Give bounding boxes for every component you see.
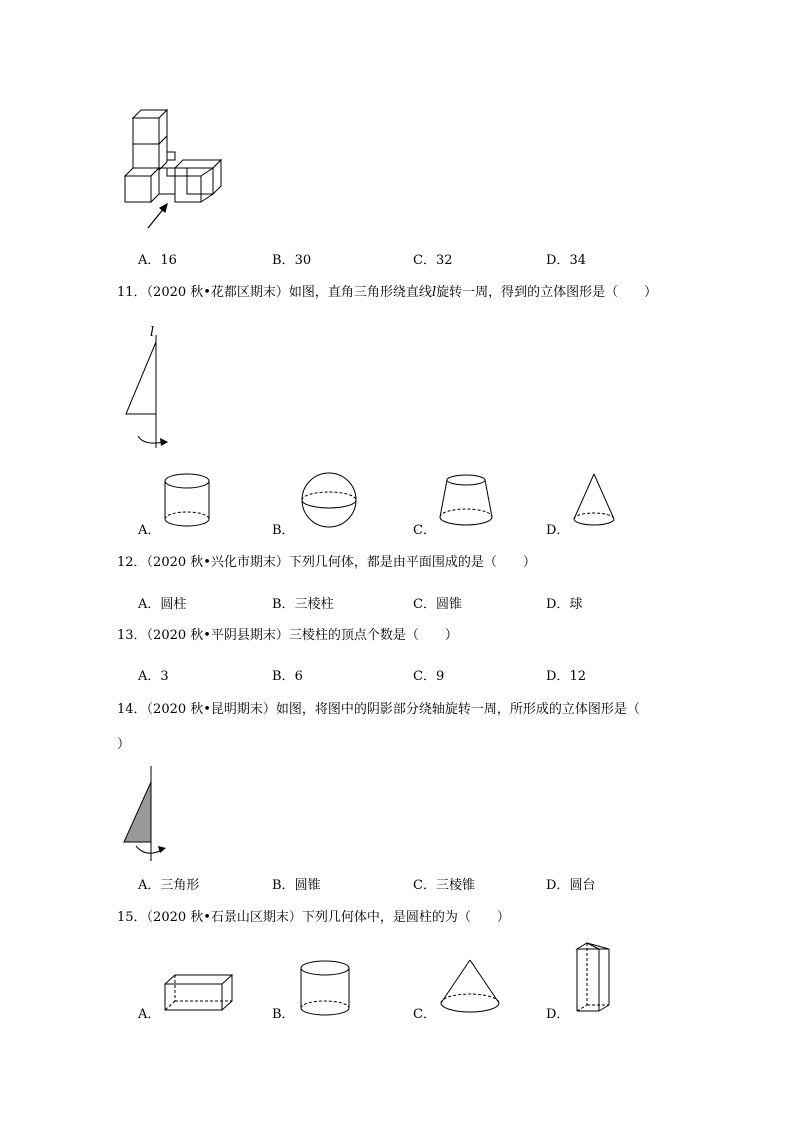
q11-option-d[interactable]: D．: [546, 523, 570, 538]
q15-option-b[interactable]: B．: [272, 1007, 295, 1022]
q14-option-b[interactable]: B．圆锥: [272, 878, 321, 893]
axis-label-l: l: [150, 325, 155, 340]
q12-option-d[interactable]: D．球: [546, 597, 583, 612]
q13-option-d[interactable]: D．12: [546, 669, 586, 684]
q11-option-c[interactable]: C．: [413, 523, 436, 538]
q11-option-a[interactable]: A．: [138, 523, 161, 538]
q11-option-b[interactable]: B．: [272, 523, 295, 538]
q15-option-d[interactable]: D．: [546, 1007, 570, 1022]
q14-option-a[interactable]: A．三角形: [138, 878, 200, 893]
q10-option-c[interactable]: C．32: [413, 253, 453, 268]
q14-stem: 14．（2020 秋•昆明期末）如图，将图中的阴影部分绕轴旋转一周，所形成的立体图形是（: [117, 702, 640, 717]
q13-option-a[interactable]: A．3: [138, 669, 169, 684]
q14-option-d[interactable]: D．圆台: [546, 878, 596, 893]
rectangular-prism-icon: [165, 975, 232, 1010]
q13-stem: 13．（2020 秋•平阴县期末）三棱柱的顶点个数是（ ）: [117, 628, 458, 643]
q11-stem: 11．（2020 秋•花都区期末）如图，直角三角形绕直线l旋转一周，得到的立体图形是（ ）: [117, 285, 658, 300]
line-l-name: l: [431, 285, 437, 300]
q12-stem: 12．（2020 秋•兴化市期末）下列几何体，都是由平面围成的是（ ）: [117, 555, 536, 570]
q10-option-a[interactable]: A．16: [138, 253, 177, 268]
q12-option-a[interactable]: A．圆柱: [138, 597, 187, 612]
q10-option-b[interactable]: B．30: [272, 253, 312, 268]
q12-option-b[interactable]: B．三棱柱: [272, 597, 334, 612]
cone-icon: [441, 960, 499, 1012]
q12-option-c[interactable]: C．圆锥: [413, 597, 462, 612]
triangular-prism-icon: [577, 943, 609, 1011]
cylinder-icon: [301, 961, 349, 1015]
q13-option-b[interactable]: B．6: [272, 669, 303, 684]
q15-stem: 15．（2020 秋•石景山区期末）下列几何体中，是圆柱的为（ ）: [117, 910, 510, 925]
q14-option-c[interactable]: C．三棱锥: [413, 878, 475, 893]
q15-option-c[interactable]: C．: [413, 1007, 436, 1022]
q13-option-c[interactable]: C．9: [413, 669, 445, 684]
q15-option-a[interactable]: A．: [138, 1007, 161, 1022]
q14-stem-cont: ）: [117, 737, 131, 752]
q10-option-d[interactable]: D．34: [546, 253, 586, 268]
